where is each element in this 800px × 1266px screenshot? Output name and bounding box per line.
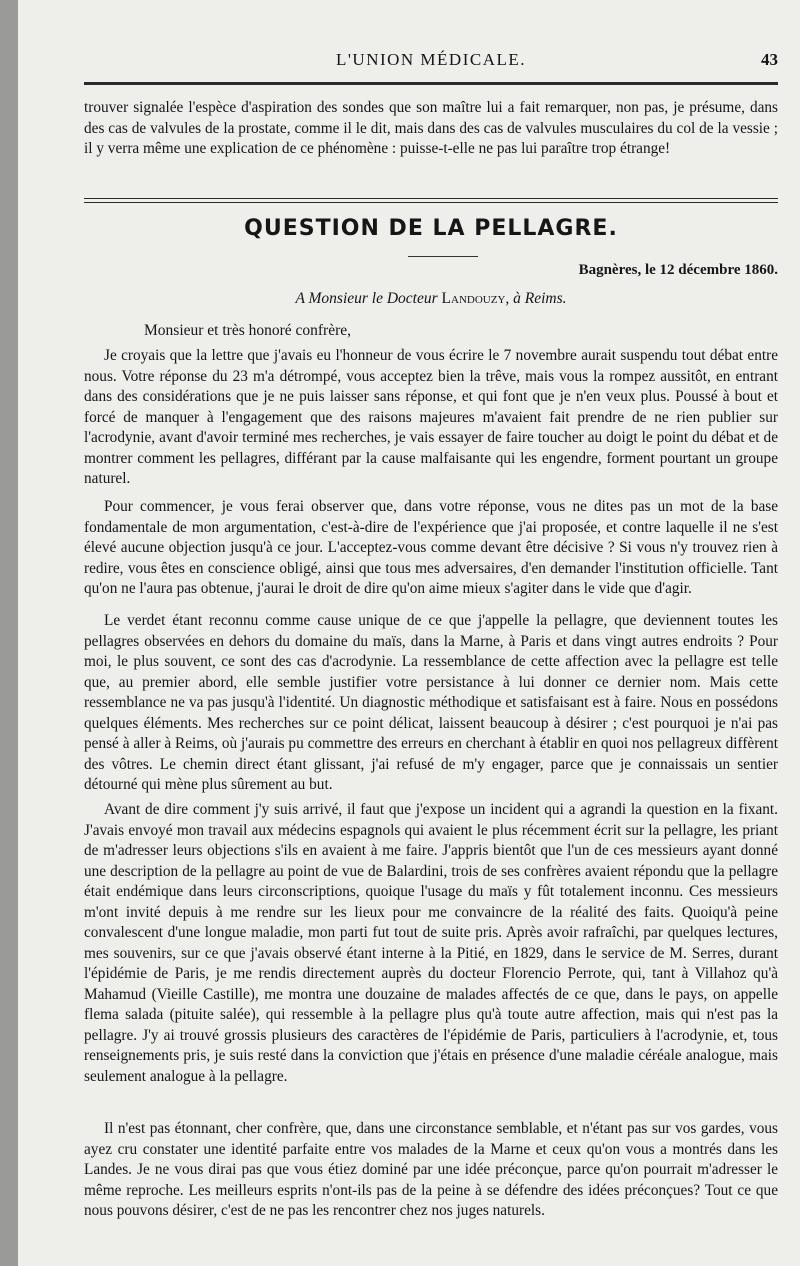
running-head [84, 50, 778, 76]
page-number: 43 [761, 50, 778, 69]
header-rule [84, 82, 778, 85]
running-title: L'UNION MÉDICALE. [335, 50, 527, 69]
letter-address [84, 290, 778, 308]
title-underline [408, 256, 478, 257]
paragraph-2: Pour commencer, je vous ferai observer que, dans votre réponse, vous ne dites pas un mot de la base fondamentale de mon argumentation, c'est-à-dire de l'expérience que j'ai proposée, et contre laquelle il ne s'est élevé aucune objection jusqu'à ce jour. L'acceptez-vous comme devant être décisive ? Si vous n'y trouvez rien à redire, vous êtes en conscience obligé, ainsi que tous mes adversaires, d'en demander l'institution officielle. Tant qu'on ne l'aura pas obtenue, j'aurai le droit de dire qu'on aime mieux s'agiter dans le vide que d'agir. [84, 498, 778, 597]
paragraph-3: Le verdet étant reconnu comme cause unique de ce que j'appelle la pellagre, que deviennent toutes les pellagres observées en dehors du domaine du maïs, dans la Marne, à Paris et dans vingt autres endroits ? Pour moi, le plus souvent, ce sont des cas d'acrodynie. La ressemblance de cette affection avec la pellagre est telle que, au premier abord, elle semble justifier votre persistance à lui donner ce dernier nom. Mais cette ressemblance ne va pas jusqu'à l'identité. Un diagnostic méthodique et satisfaisant est à faire. Nous en possédons quelques éléments. Mes recherches sur ce point délicat, laissent beaucoup à désirer ; c'est pourquoi je n'ai pas pensé à aller à Reims, où j'aurais pu commettre des erreurs en cherchant à établir en quoi nos pellagreux diffèrent des vôtres. Le chemin direct étant glissant, j'ai refusé de m'y engager, parce que je connaissais un sentier détourné qui mène plus sûrement au but. [84, 612, 778, 793]
article-title: QUESTION DE LA PELLAGRE. [244, 216, 618, 241]
dateline: Bagnères, le 12 décembre 1860. [578, 262, 778, 278]
journal-page [18, 0, 800, 1266]
paragraph-1: Je croyais que la lettre que j'avais eu l'honneur de vous écrire le 7 novembre aurait suspendu tout débat entre nous. Votre réponse du 23 m'a détrompé, vous acceptez bien la trêve, mais vous la rompez aussitôt, en entrant dans des considérations que je ne puis laisser sans réponse, et qui font que je n'en veux plus. Poussé à bout et forcé de manquer à l'engagement que des raisons majeures m'avaient fait prendre de ne rien publier sur l'acrodynie, avant d'avoir terminé mes recherches, je vais essayer de faire toucher au doigt le point du débat et de montrer comment les pellagres, différant par la cause malfaisante qui les engendre, forment pourtant un groupe naturel. [84, 347, 778, 487]
section-divider-rule [84, 198, 778, 203]
address-prefix: A Monsieur le Docteur [295, 290, 438, 307]
salutation: Monsieur et très honoré confrère, [144, 322, 352, 339]
intro-paragraph: trouver signalée l'espèce d'aspiration des sondes que son maître lui a fait remarquer, non pas, je présume, dans des cas de valvules de la prostate, comme il le dit, mais dans des cas de valvules musculaires du col de la vessie ; il y verra même une explication de ce phénomène : puisse-t-elle ne pas lui paraître trop étrange! [84, 99, 778, 157]
paragraph-5: Il n'est pas étonnant, cher confrère, que, dans une circonstance semblable, et n'étant pas sur vos gardes, vous ayez cru constater une identité parfaite entre vos malades de la Marne et ceux qu'on vous a montrés dans les Landes. Je ne vous dirai pas que vous étiez dominé par une idée préconçue, parce qu'on pourrait m'adresser le même reproche. Les meilleurs esprits n'ont-ils pas de la peine à se défendre des idées préconçues? Tout ce que nous pouvons désirer, c'est de ne pas les rencontrer chez nos juges naturels. [84, 1120, 778, 1219]
address-suffix: , à Reims. [505, 290, 567, 307]
address-name: Landouzy [441, 290, 506, 307]
paragraph-4: Avant de dire comment j'y suis arrivé, il faut que j'expose un incident qui a agrandi la question en la fixant. J'avais envoyé mon travail aux médecins espagnols qui avaient le plus récemment écrit sur la pellagre, les priant de m'adresser leurs objections s'ils en avaient à me faire. J'appris bientôt que l'un de ces messieurs ayant donné une description de la pellagre au point de vue de Balardini, trois de ses confrères avaient répondu que la pellagre était endémique dans leurs circonscriptions, quoique l'usage du maïs y fût totalement inconnu. Ces messieurs m'ont invité depuis à me rendre sur les lieux pour me convaincre de la réalité des faits. Quoiqu'à peine convalescent d'une longue maladie, mon parti fut tout de suite pris. Après avoir rafraîchi, par quelques lectures, mes souvenirs, sur ce que j'avais observé étant interne à la Pitié, en 1829, dans le service de M. Serres, durant l'épidémie de Paris, je me rendis directement auprès du docteur Florencio Perrote, qui, tant à Villahoz qu'à Mahamud (Vieille Castille), me montra une douzaine de malades affectés de ce que, dans le pays, on appelle flema salada (pituite salée), qui ressemble à la pellagre plus qu'à toute autre affection, mais qui n'est pas la pellagre. J'y ai trouvé grossis plusieurs des caractères de l'épidémie de Paris, particuliers à l'acrodynie, et, tous renseignements pris, je suis resté dans la conviction que j'étais en présence d'une maladie céréale analogue, mais seulement analogue à la pellagre. [84, 801, 778, 1085]
